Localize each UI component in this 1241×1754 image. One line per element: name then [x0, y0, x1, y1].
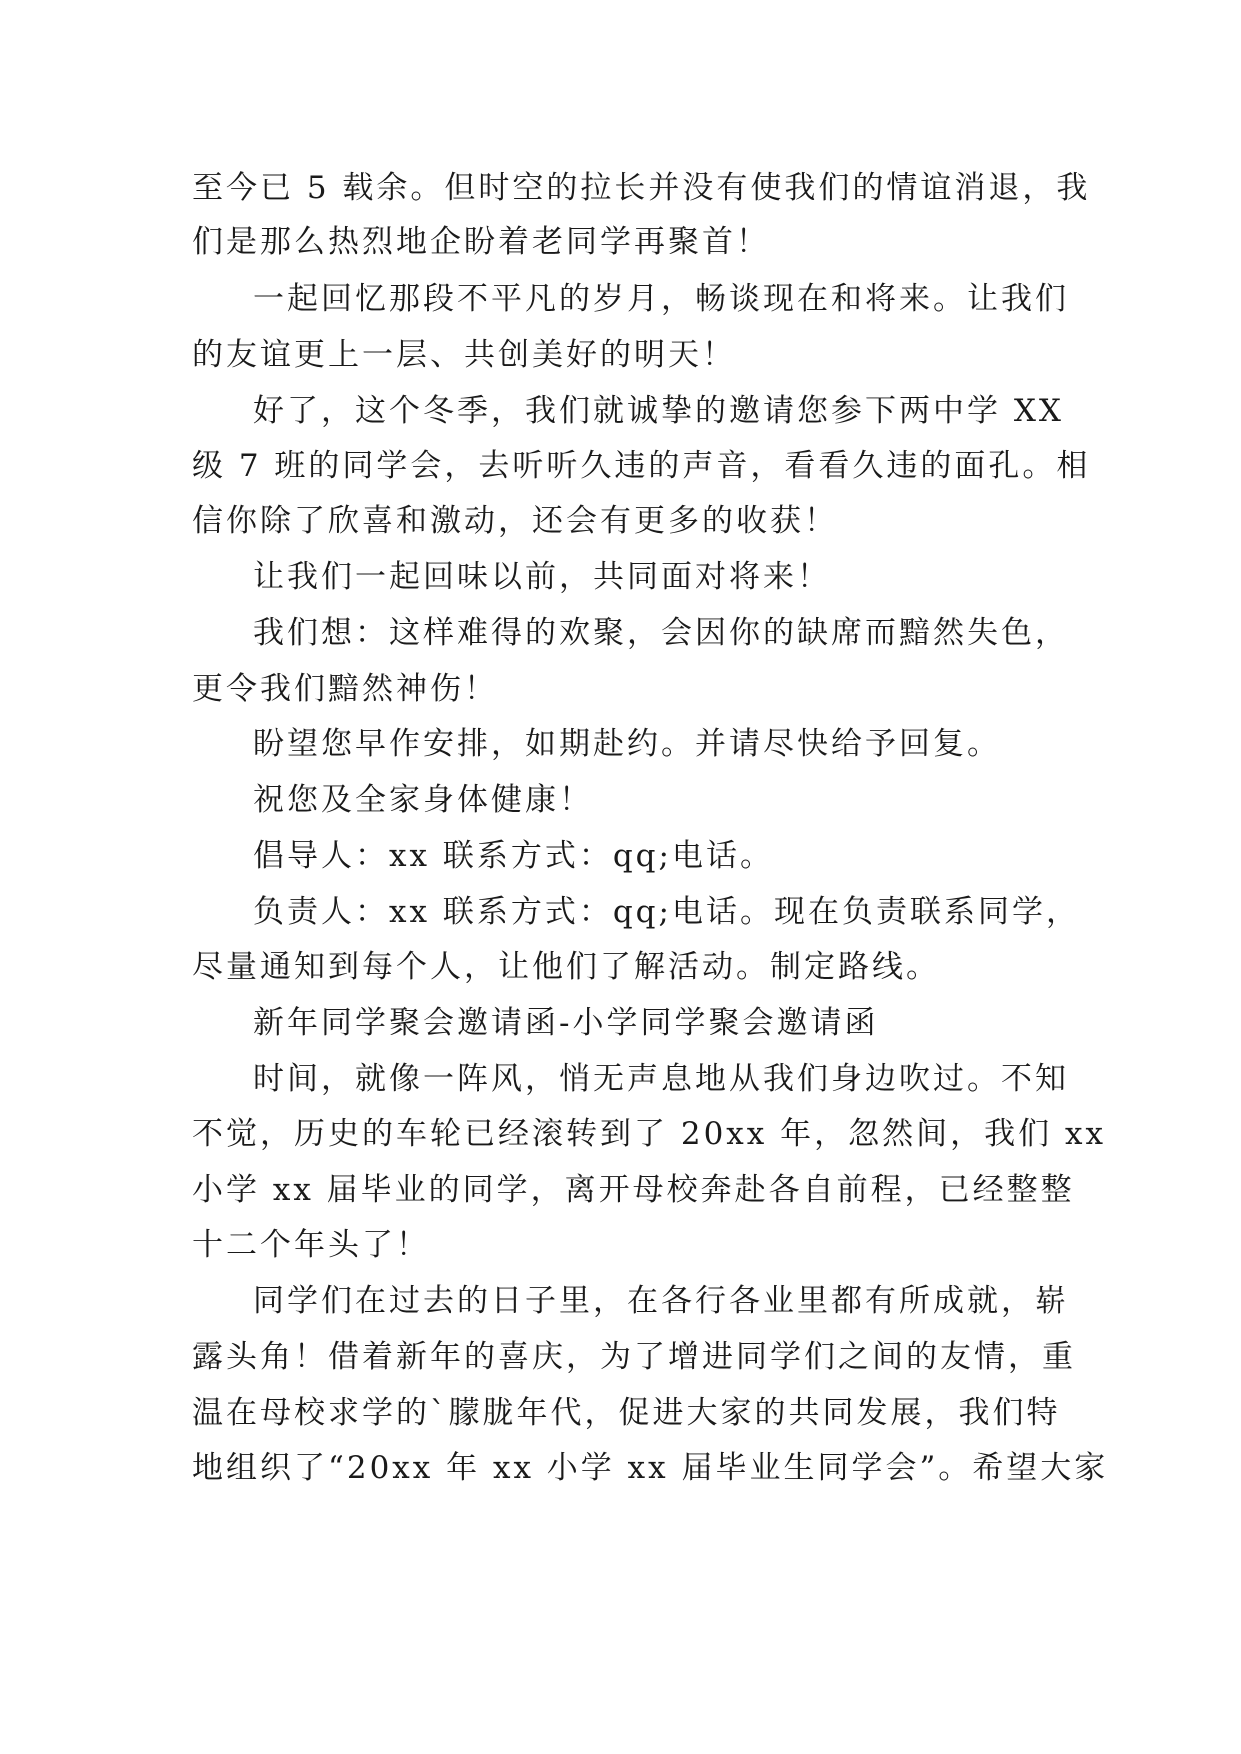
text-line: 十二个年头了！ [192, 1227, 430, 1263]
text-line: 倡导人：xx 联系方式：qq;电话。 [253, 838, 774, 874]
text-line: 祝您及全家身体健康！ [253, 782, 593, 818]
text-line: 让我们一起回味以前，共同面对将来！ [253, 559, 831, 595]
text-line: 小学 xx 届毕业的同学，离开母校奔赴各自前程，已经整整 [192, 1172, 1075, 1208]
text-line: 一起回忆那段不平凡的岁月，畅谈现在和将来。让我们 [253, 281, 1069, 317]
text-line: 露头角！借着新年的喜庆，为了增进同学们之间的友情，重 [192, 1339, 1076, 1375]
text-line: 信你除了欣喜和激动，还会有更多的收获！ [192, 503, 838, 539]
text-line: 好了，这个冬季，我们就诚挚的邀请您参下两中学 XX [253, 393, 1064, 429]
text-line: 尽量通知到每个人，让他们了解活动。制定路线。 [192, 949, 940, 985]
text-line: 时间，就像一阵风，悄无声息地从我们身边吹过。不知 [253, 1061, 1069, 1097]
text-line: 们是那么热烈地企盼着老同学再聚首！ [192, 224, 770, 260]
text-line: 不觉，历史的车轮已经滚转到了 20xx 年，忽然间，我们 xx [192, 1116, 1106, 1152]
text-line: 更令我们黯然神伤！ [192, 671, 498, 707]
text-line: 同学们在过去的日子里，在各行各业里都有所成就，崭 [253, 1283, 1069, 1319]
text-line: 温在母校求学的`朦胧年代，促进大家的共同发展，我们特 [192, 1395, 1061, 1431]
text-line: 的友谊更上一层、共创美好的明天！ [192, 337, 736, 373]
section-title: 新年同学聚会邀请函-小学同学聚会邀请函 [253, 1005, 879, 1041]
text-line: 我们想：这样难得的欢聚，会因你的缺席而黯然失色， [253, 615, 1069, 651]
text-line: 盼望您早作安排，如期赴约。并请尽快给予回复。 [253, 726, 1001, 762]
text-line: 级 7 班的同学会，去听听久违的声音，看看久违的面孔。相 [192, 448, 1091, 484]
text-line: 至今已 5 载余。但时空的拉长并没有使我们的情谊消退，我 [192, 170, 1091, 206]
text-line: 负责人：xx 联系方式：qq;电话。现在负责联系同学， [253, 894, 1080, 930]
text-line: 地组织了“20xx 年 xx 小学 xx 届毕业生同学会”。希望大家 [192, 1450, 1109, 1486]
